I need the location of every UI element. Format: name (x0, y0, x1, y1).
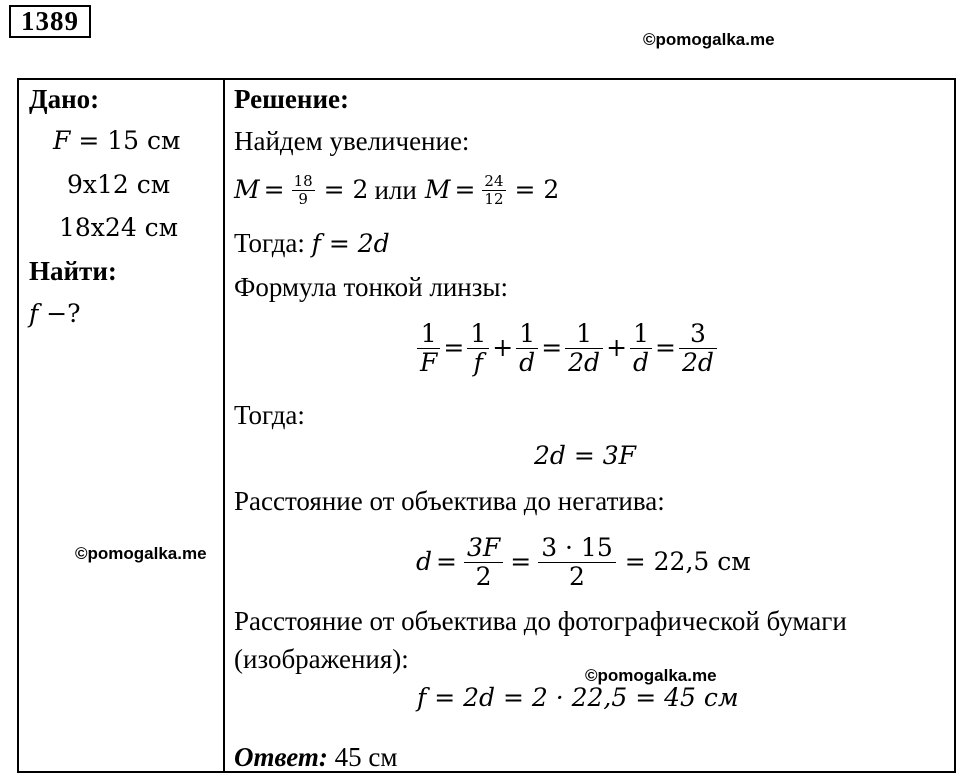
dist-neg-frac-1 (464, 534, 503, 590)
mag-eq-2: = (454, 175, 476, 204)
column-divider (223, 80, 225, 771)
solution-heading: Решение: (234, 84, 349, 114)
given-size-large: 18x24 см (59, 213, 179, 242)
answer (234, 742, 397, 772)
lens-frac-6 (679, 320, 717, 376)
dist-neg-frac-2-num: 3 · 15 (538, 534, 616, 563)
mag-var-2: M (424, 175, 451, 204)
find-question: −? (46, 299, 81, 328)
dist-neg-frac-2-den: 2 (569, 561, 585, 591)
lens-frac-2-den: f (473, 347, 483, 377)
dist-photo-formula: f = 2d = 2 · 22,5 = 45 см (417, 683, 739, 712)
mag-fraction-2-den: 12 (484, 189, 504, 208)
mag-var: M (234, 175, 260, 204)
problem-number: 1389 (9, 5, 91, 38)
lens-eq-1: = (443, 333, 465, 362)
lens-frac-6-num: 3 (679, 320, 717, 349)
mag-fraction-1-num: 18 (293, 172, 313, 190)
lens-frac-5 (630, 320, 652, 376)
lens-plus-1: + (492, 333, 514, 362)
lens-frac-5-num: 1 (630, 320, 652, 349)
lens-frac-3-num: 1 (516, 320, 538, 349)
watermark-bottom: ©pomogalka.me (585, 666, 717, 685)
solution-table (17, 78, 956, 773)
lens-frac-5-den: d (633, 347, 650, 377)
dist-photo-label-1: Расстояние от объектива до фотографической бумаги (234, 606, 847, 636)
dist-neg-eq-1: = (436, 547, 457, 576)
dist-neg-eq-2: = (510, 547, 532, 576)
dist-negative-formula (416, 526, 751, 598)
lens-frac-3-den: d (519, 347, 536, 377)
dist-negative-label: Расстояние от объектива до негатива: (234, 486, 665, 516)
then-1 (234, 228, 390, 259)
then-2-formula: 2d = 3F (534, 441, 637, 470)
mag-or: или (374, 175, 417, 205)
lens-frac-4 (565, 320, 603, 376)
mag-fraction-1 (292, 173, 315, 207)
answer-label: Ответ: (234, 742, 328, 772)
lens-frac-4-den: 2d (568, 347, 601, 377)
find-item (29, 299, 81, 329)
then-1-formula: f = 2d (311, 229, 390, 258)
watermark-middle: ©pomogalka.me (75, 544, 207, 563)
mag-eq: = (263, 175, 285, 204)
mag-fraction-1-den: 9 (298, 189, 308, 208)
dist-neg-frac-2 (538, 534, 616, 590)
lens-eq-2: = (541, 333, 563, 362)
given-focal-var: F (53, 126, 71, 155)
lens-eq-3: = (655, 333, 676, 362)
given-heading: Дано: (29, 84, 100, 114)
find-var: f (29, 299, 39, 328)
dist-neg-result: = 22,5 см (624, 547, 751, 576)
given-focal-value: = 15 см (78, 126, 181, 155)
lens-frac-6-den: 2d (681, 347, 714, 377)
watermark-top: ©pomogalka.me (643, 30, 775, 49)
lens-frac-1-den: F (420, 347, 438, 377)
lens-frac-4-num: 1 (565, 320, 603, 349)
answer-value: 45 см (334, 742, 398, 772)
mag-fraction-2-num: 24 (484, 172, 504, 190)
lens-formula (414, 312, 720, 384)
lens-frac-2 (467, 320, 489, 376)
mag-result-1: = 2 (323, 175, 369, 204)
lens-frac-1-num: 1 (417, 320, 440, 349)
then-1-label: Тогда: (234, 228, 305, 258)
lens-formula-label: Формула тонкой линзы: (234, 272, 509, 302)
lens-frac-3 (516, 320, 538, 376)
find-heading: Найти: (29, 256, 117, 286)
lens-plus-2: + (606, 333, 628, 362)
given-focal (53, 126, 180, 156)
magnification-formula (234, 164, 565, 216)
then-2-label: Тогда: (234, 400, 305, 430)
given-size-small: 9x12 см (67, 170, 171, 199)
step-magnification-label: Найдем увеличение: (234, 126, 470, 156)
lens-frac-1 (417, 320, 440, 376)
mag-fraction-2 (482, 173, 505, 207)
dist-neg-frac-1-num: 3F (464, 534, 503, 563)
dist-photo-label-2: (изображения): (234, 644, 409, 674)
lens-frac-2-num: 1 (467, 320, 489, 349)
dist-neg-frac-1-den: 2 (475, 561, 492, 591)
mag-result-2: = 2 (514, 175, 560, 204)
dist-neg-var: d (416, 547, 433, 576)
